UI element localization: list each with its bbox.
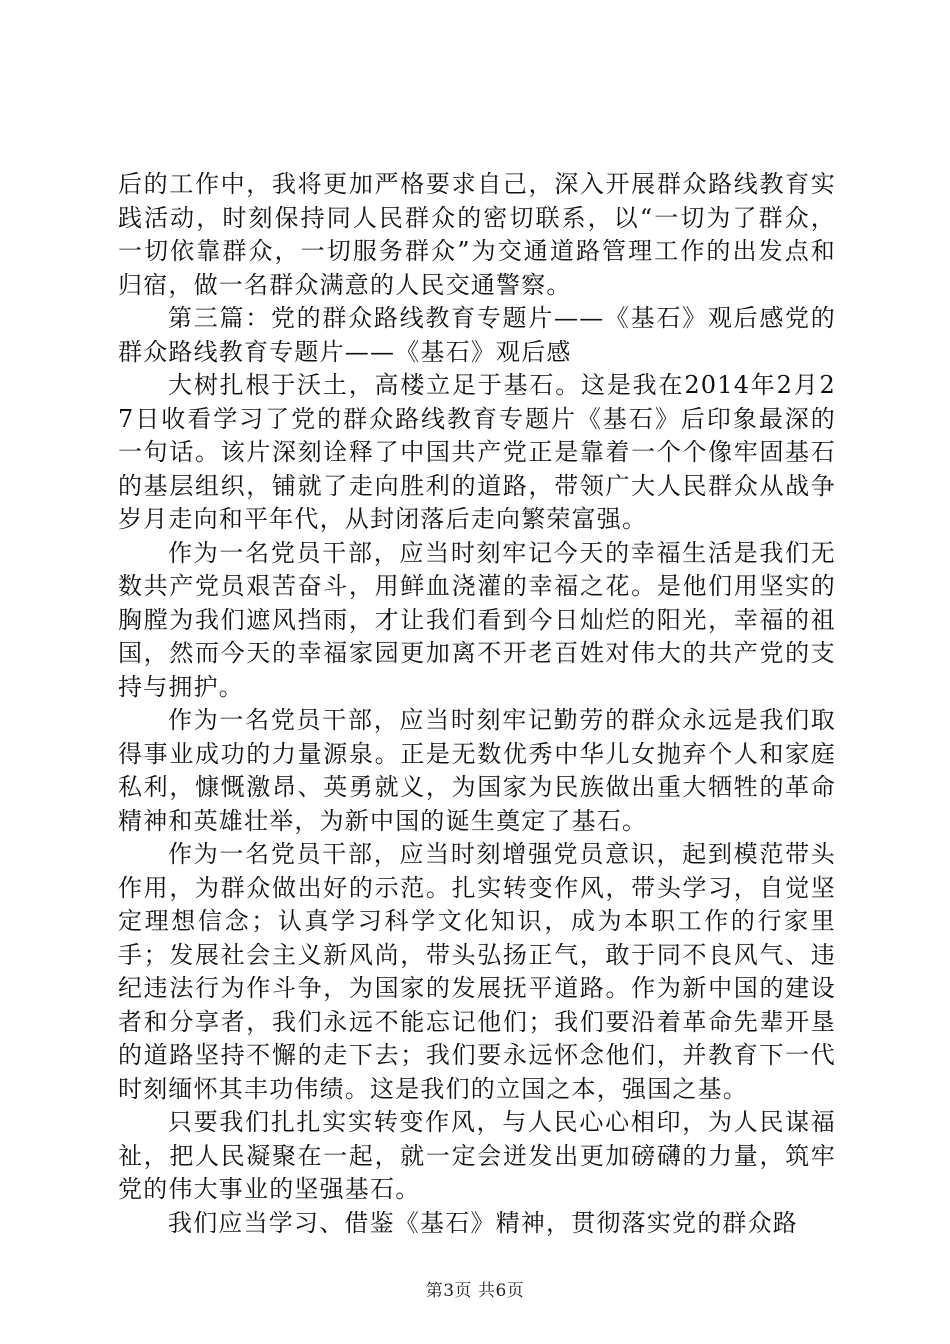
section-heading-paragraph: 第三篇：党的群众路线教育专题片——《基石》观后感党的群众路线教育专题片——《基石》观后感 — [118, 304, 836, 366]
page-number-footer: 第3页 共6页 — [425, 1281, 525, 1301]
paragraph: 作为一名党员干部，应当时刻牢记今天的幸福生活是我们无数共产党员艰苦奋斗，用鲜血浇灌的幸福之花。是他们用坚实的胸膛为我们遮风挡雨，才让我们看到今日灿烂的阳光，幸福的祖国，然而今天的幸福家园更加离不开老百姓对伟大的共产党的支持与拥护。 — [118, 538, 836, 701]
paragraph: 大树扎根于沃土，高楼立足于基石。这是我在2014年2月27日收看学习了党的群众路线教育专题片《基石》后印象最深的一句话。该片深刻诠释了中国共产党正是靠着一个个像牢固基石的基层组织，铺就了走向胜利的道路，带领广大人民群众从战争岁月走向和平年代，从封闭落后走向繁荣富强。 — [118, 371, 836, 533]
paragraph: 只要我们扎扎实实转变作风，与人民心心相印，为人民谋福祉，把人民凝聚在一起，就一定会迸发出更加磅礴的力量，筑牢党的伟大事业的坚强基石。 — [118, 1108, 836, 1203]
paragraph-continuation: 后的工作中，我将更加严格要求自己，深入开展群众路线教育实践活动，时刻保持同人民群众的密切联系，以“一切为了群众，一切依靠群众，一切服务群众”为交通道路管理工作的出发点和归宿，做一名群众满意的人民交通警察。 — [118, 170, 836, 299]
paragraph: 我们应当学习、借鉴《基石》精神，贯彻落实党的群众路 — [168, 1208, 798, 1237]
paragraph: 作为一名党员干部，应当时刻牢记勤劳的群众永远是我们取得事业成功的力量源泉。正是无数优秀中华儿女抛弃个人和家庭私利，慷慨激昂、英勇就义，为国家为民族做出重大牺牲的革命精神和英雄壮举，为新中国的诞生奠定了基石。 — [118, 706, 836, 835]
paragraph: 作为一名党员干部，应当时刻增强党员意识，起到模范带头作用，为群众做出好的示范。扎实转变作风，带头学习，自觉坚定理想信念；认真学习科学文化知识，成为本职工作的行家里手；发展社会主义新风尚，带头弘扬正气，敢于同不良风气、违纪违法行为作斗争，为国家的发展抚平道路。作为新中国的建设者和分享者，我们永远不能忘记他们；我们要沿着革命先辈开垦的道路坚持不懈的走下去；我们要永远怀念他们，并教育下一代时刻缅怀其丰功伟绩。这是我们的立国之本，强国之基。 — [118, 840, 836, 1103]
document-body — [118, 168, 836, 1240]
